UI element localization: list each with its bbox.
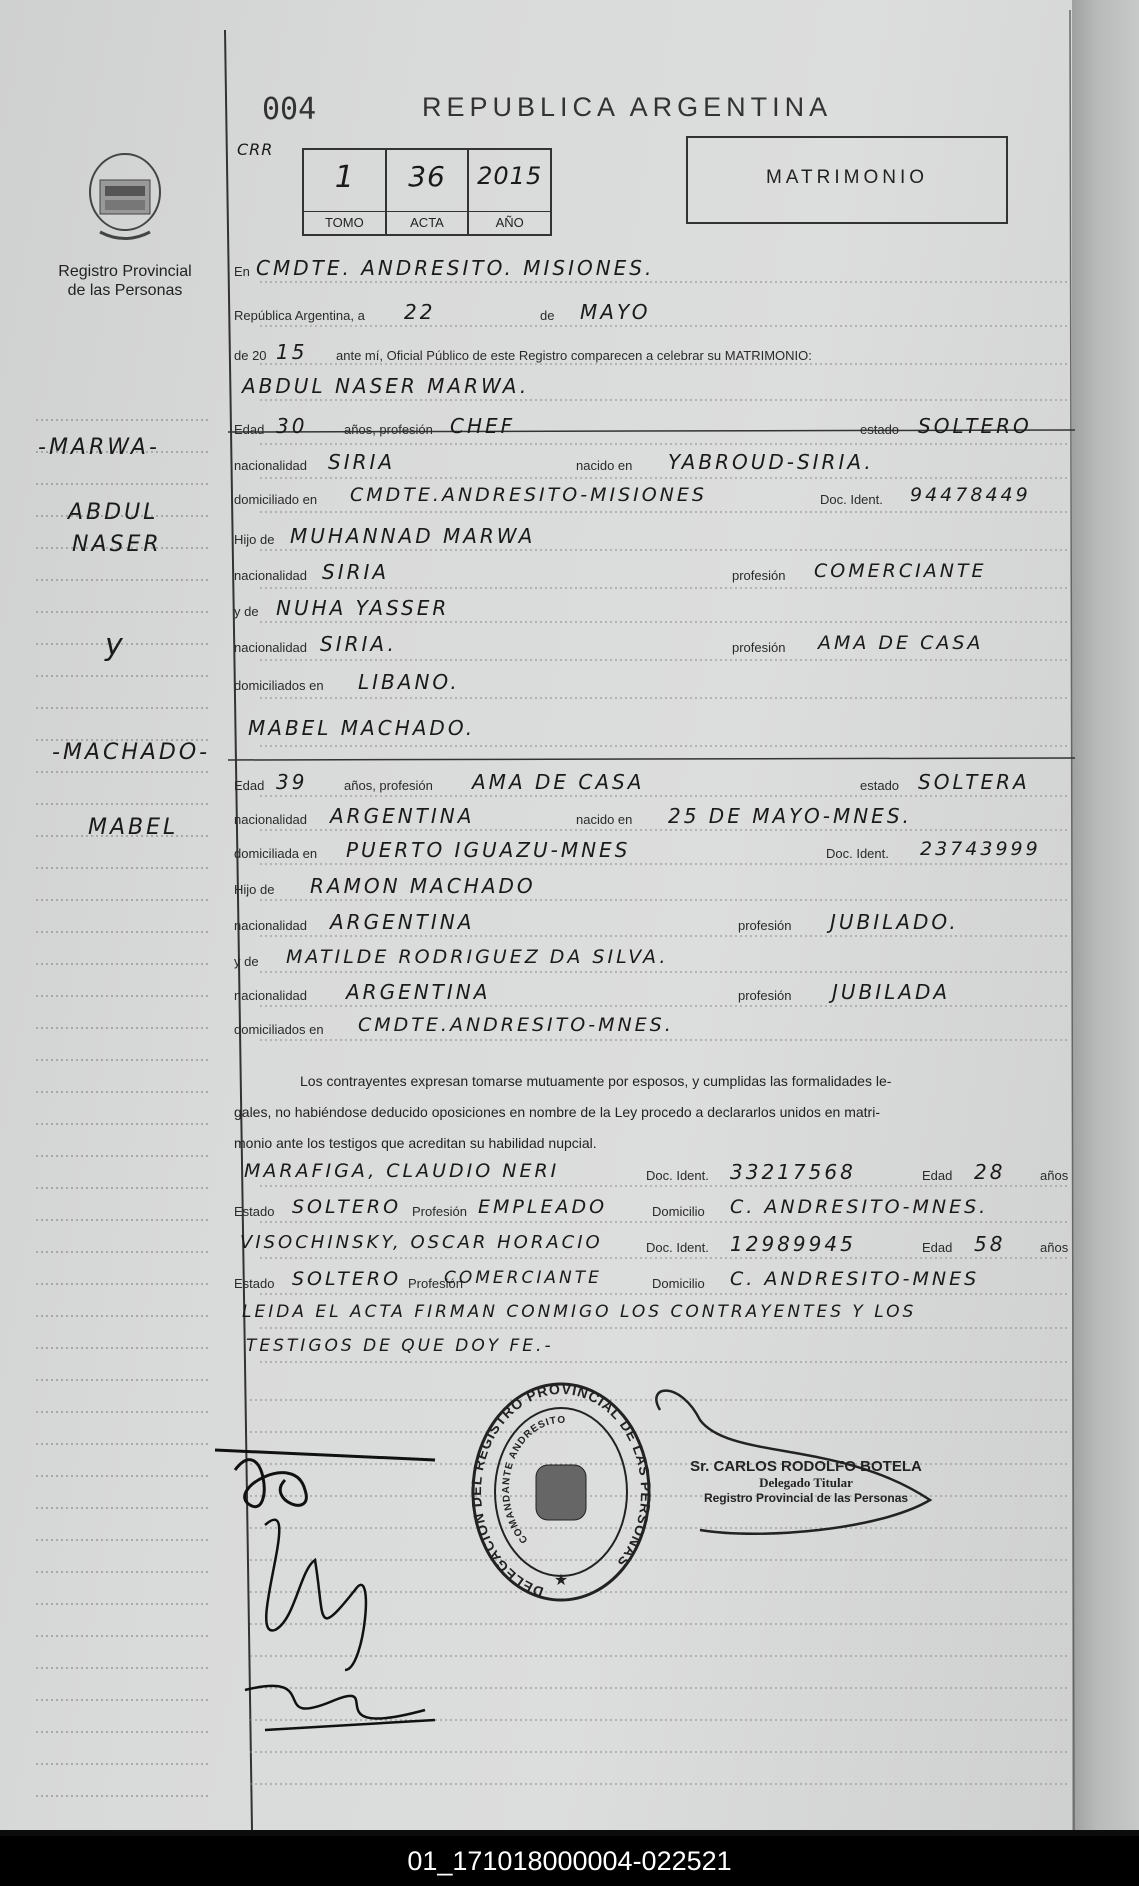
groom-doc-value: 94478449 [910,484,1031,506]
margin-bride-surname: -MACHADO- [52,740,211,765]
bride-nac_label-label: nacionalidad [234,918,308,933]
groom-doc_label-label: Doc. Ident. [820,492,883,507]
bride-doms_label-label: domiciliados en [234,1022,324,1037]
bride-mother_prof-value: JUBILADA [832,980,951,1004]
act-type: MATRIMONIO [765,167,929,188]
stamp-outer-text: DELEGACION DEL REGISTRO PROVINCIAL DE LAS PERSONAS [467,1380,655,1601]
groom-parents_dom-value: LIBANO. [358,670,460,694]
witnesses-0-status-value: SOLTERO [292,1196,402,1218]
closing-line2-value: TESTIGOS DE QUE DOY FE.- [246,1336,554,1356]
groom-father-value: MUHANNAD MARWA [290,524,536,548]
bride-anos_prof-label: años, profesión [344,778,433,793]
groom-nac_label-label: nacionalidad [234,640,308,655]
groom-dom_label-label: domiciliado en [234,492,318,507]
intro-day-value: 22 [404,300,436,324]
acta-value: 36 [408,160,446,193]
witnesses-0-domicile-value: C. ANDRESITO-MNES. [730,1196,989,1218]
wlabels-edad-label: Edad [922,1168,953,1183]
official-block [676,1458,936,1505]
bride-parents_dom-value: CMDTE.ANDRESITO-MNES. [358,1014,674,1036]
margin-bride-given: MABEL [88,815,179,840]
bride-birthplace-value: 25 DE MAYO-MNES. [668,804,912,828]
official-name: Sr. CARLOS RODOLFO BOTELA [690,1458,922,1475]
witnesses-0-profession-value: EMPLEADO [478,1196,608,1218]
groom-nacido_label-label: nacido en [576,458,633,473]
ano-cell [469,150,550,234]
tomo-acta-ano-box [302,148,552,236]
document-number: 004 [262,92,317,127]
scan-code: 01_171018000004-022521 [407,1846,732,1876]
acta-cell [387,150,470,234]
groom-domicile-value: CMDTE.ANDRESITO-MISIONES [350,484,707,506]
wlabels-estado-label: Estado [234,1276,275,1291]
act-type-box [686,136,1008,224]
groom-mother_nat-value: SIRIA. [320,632,397,656]
witnesses-0-age-value: 28 [974,1160,1006,1184]
groom-mother_prof-value: AMA DE CASA [818,632,984,654]
witnesses-1-status-value: SOLTERO [292,1268,402,1290]
groom-nac_label-label: nacionalidad [234,568,308,583]
country-title: REPUBLICA ARGENTINA [422,92,833,122]
intro-year_prefix-label: de 20 [234,348,267,363]
margin-groom-surname: -MARWA- [38,435,160,460]
bride-nationality-value: ARGENTINA [330,804,475,828]
bride-nac_label-label: nacionalidad [234,812,308,827]
official-title: Delegado Titular [759,1475,853,1490]
groom-birthplace-value: YABROUD-SIRIA. [668,450,874,474]
bride-prof_label-label: profesión [738,988,792,1003]
acta-label: ACTA [387,211,468,234]
bride-domicile-value: PUERTO IGUAZU-MNES [346,838,631,862]
party-signatures [205,1430,465,1750]
margin-groom-given1: ABDUL [68,500,159,525]
bride-estado_label-label: estado [860,778,900,793]
wlabels-prof-label: Profesión [412,1204,467,1219]
groom-name-value: ABDUL NASER MARWA. [242,374,530,398]
wlabels-dom-label: Domicilio [652,1276,705,1291]
bride-yde_label-label: y de [234,954,259,969]
bride-doc-value: 23743999 [920,838,1041,860]
groom-father_prof-value: COMERCIANTE [814,560,987,582]
bride-age-value: 39 [276,770,308,794]
bride-father_prof-value: JUBILADO. [830,910,959,934]
groom-nationality-value: SIRIA [328,450,396,474]
registry-label [40,262,210,300]
svg-text:★: ★ [553,1572,569,1589]
tomo-label: TOMO [304,211,385,234]
ano-label: AÑO [469,211,550,234]
wlabels-doc-label: Doc. Ident. [646,1240,709,1255]
wlabels-edad-label: Edad [922,1240,953,1255]
intro-year_suffix-value: 15 [276,340,308,364]
stamp-inner-text: COMANDANTE ANDRESITO [501,1414,567,1546]
crr-label: CRR [237,140,274,159]
tomo-value: 1 [334,160,354,195]
intro-month-value: MAYO [580,300,651,324]
declaration-line3: monio ante los testigos que acreditan su habilidad nupcial. [234,1135,597,1151]
right-rule [1070,10,1074,1830]
bride-mother_nat-value: ARGENTINA [346,980,491,1004]
bride-profession-value: AMA DE CASA [472,770,645,794]
official-org: Registro Provincial de las Personas [703,1491,909,1505]
wlabels-dom-label: Domicilio [652,1204,705,1219]
ano-value: 2015 [477,162,543,190]
witnesses-1-doc-value: 12989945 [730,1232,856,1256]
bride-prof_label-label: profesión [738,918,792,933]
scan-footer [0,1836,1139,1886]
wlabels-estado-label: Estado [234,1204,275,1219]
wlabels-doc-label: Doc. Ident. [646,1168,709,1183]
witnesses-0-doc-value: 33217568 [730,1160,856,1184]
registry-seal-stamp [466,1380,656,1610]
wlabels-prof-label: Profesión [408,1276,463,1291]
wlabels-anos-label: años [1040,1168,1069,1183]
bride-doc_label-label: Doc. Ident. [826,846,889,861]
registry-line2: de las Personas [67,282,183,299]
section-rule [228,758,1075,760]
groom-status-value: SOLTERO [918,414,1032,438]
intro-en_label-label: En [234,264,250,279]
groom-mother-value: NUHA YASSER [276,596,450,620]
groom-hijo_label-label: Hijo de [234,532,275,547]
groom-father_nat-value: SIRIA [322,560,390,584]
groom-anos_prof-label: años, profesión [344,422,433,437]
declaration-text [234,1066,1074,1159]
groom-yde_label-label: y de [234,604,259,619]
tomo-cell [304,150,387,234]
intro-place-value: CMDTE. ANDRESITO. MISIONES. [256,256,655,280]
declaration-line2: gales, no habiéndose deducido oposiciones en nombre de la Ley procedo a declararlos unidos en matri- [234,1104,880,1120]
witnesses-0-name-value: MARAFIGA, CLAUDIO NERI [244,1160,560,1182]
groom-nac_label-label: nacionalidad [234,458,308,473]
bride-father_nat-value: ARGENTINA [330,910,475,934]
bride-dom_label-label: domiciliada en [234,846,318,861]
witnesses-1-domicile-value: C. ANDRESITO-MNES [730,1268,980,1290]
groom-profession-value: CHEF [450,414,516,438]
wlabels-anos-label: años [1040,1240,1069,1255]
groom-prof_label-label: profesión [732,640,786,655]
groom-estado_label-label: estado [860,422,900,437]
bride-nac_label-label: nacionalidad [234,988,308,1003]
bride-father-value: RAMON MACHADO [310,874,536,898]
closing-line1-value: LEIDA EL ACTA FIRMAN CONMIGO LOS CONTRAYENTES Y LOS [242,1302,917,1322]
coat-of-arms-logo [80,150,170,250]
bride-edad_label-label: Edad [234,778,265,793]
margin-conjunction: y [105,628,126,663]
bride-name-value: MABEL MACHADO. [248,716,476,740]
groom-doms_label-label: domiciliados en [234,678,324,693]
bride-nacido_label-label: nacido en [576,812,633,827]
registry-line1: Registro Provincial [58,263,192,280]
witnesses-1-name-value: VISOCHINSKY, OSCAR HORACIO [240,1232,603,1253]
bride-status-value: SOLTERA [918,770,1030,794]
groom-prof_label-label: profesión [732,568,786,583]
bride-mother-value: MATILDE RODRIGUEZ DA SILVA. [286,946,669,968]
margin-groom-given2: NASER [72,532,162,557]
intro-ante_text-label: ante mí, Oficial Público de este Registro comparecen a celebrar su MATRIMONIO: [336,348,812,363]
witnesses-1-age-value: 58 [974,1232,1006,1256]
groom-edad_label-label: Edad [234,422,265,437]
groom-age-value: 30 [276,414,308,438]
bride-hijo_label-label: Hijo de [234,882,275,897]
intro-rep_label-label: República Argentina, a [234,308,365,323]
witnesses-1-profession-value: COMERCIANTE [444,1268,602,1288]
declaration-line1: Los contrayentes expresan tomarse mutuamente por esposos, y cumplidas las formalidades le- [300,1073,892,1089]
intro-de_label-label: de [540,308,555,323]
